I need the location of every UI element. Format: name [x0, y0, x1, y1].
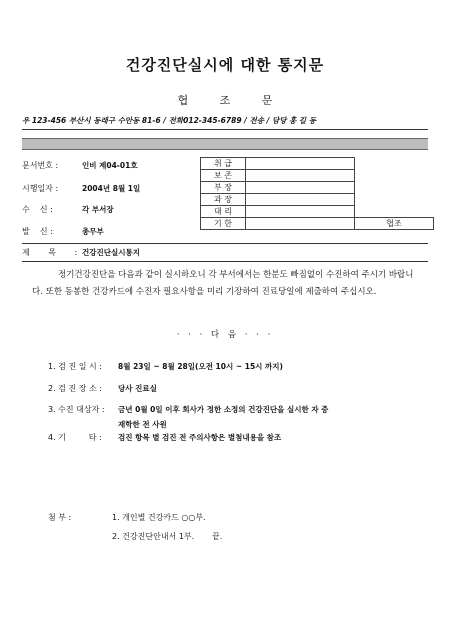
approval-row: 취 급	[201, 158, 434, 170]
approval-row: 보 존	[201, 170, 434, 182]
meta-issue-date: 시행일자 : 2004년 8월 1일	[22, 184, 141, 193]
approval-row: 과 장	[201, 194, 434, 206]
document-title: 건강진단실시에 대한 통지문	[125, 56, 325, 74]
end-mark: 끝.	[212, 532, 223, 541]
approval-row-deadline: 기 한 협조	[201, 218, 434, 230]
sender-address: 우 123-456 부산시 동래구 수안동 81-6 / 전화012-345-6789 / 전송 / 담당 홍 길 동	[22, 116, 317, 125]
approval-table	[200, 157, 434, 230]
subject-line: 제 목 :건강진단실시통지	[22, 248, 140, 257]
list-item-continuation: 재학한 전 사원	[118, 420, 167, 429]
section-heading: · · · 다 음 · · ·	[176, 330, 274, 340]
attachment-label: 첨 부 :	[48, 513, 72, 522]
header-band	[22, 138, 428, 150]
meta-document-number: 문서번호 : 인비 제04-01호	[22, 161, 138, 170]
divider-line	[22, 261, 428, 262]
meta-recipient: 수 신 : 각 부서장	[22, 205, 114, 214]
list-item: 1. 검 진 일 시 : 8월 23일 ~ 8월 28일(오전 10시 ~ 15시 까지)	[48, 362, 283, 371]
approval-row: 부 장	[201, 182, 434, 194]
list-item: 4. 기 타 : 검진 항목 별 검진 전 주의사항은 별첨내용을 참조	[48, 433, 282, 442]
list-item: 2. 검 진 장 소 : 당사 진료실	[48, 384, 157, 393]
meta-sender: 발 신 : 총무부	[22, 227, 104, 236]
divider-line	[22, 243, 428, 244]
body-paragraph: 정기건강진단을 다음과 같이 실시하오니 각 부서에서는 한분도 빠짐없이 수진하여 주시기 바랍니다. 또한 동봉한 건강카드에 수진자 필요사항을 미리 기장하여 진료당일에 제출하여 주십시오.	[32, 270, 414, 297]
divider-line	[22, 129, 428, 130]
approval-row: 대 리	[201, 206, 434, 218]
attachment-item: 1. 개인별 건강카드 ○○부.	[112, 513, 206, 522]
document-subtitle: 협 조 문	[177, 94, 287, 107]
list-item: 3. 수진 대상자 : 금년 0월 0일 이후 회사가 정한 소정의 건강진단을 실시한 자 중	[48, 405, 329, 414]
attachment-item: 2. 건강진단안내서 1부.	[112, 532, 195, 541]
